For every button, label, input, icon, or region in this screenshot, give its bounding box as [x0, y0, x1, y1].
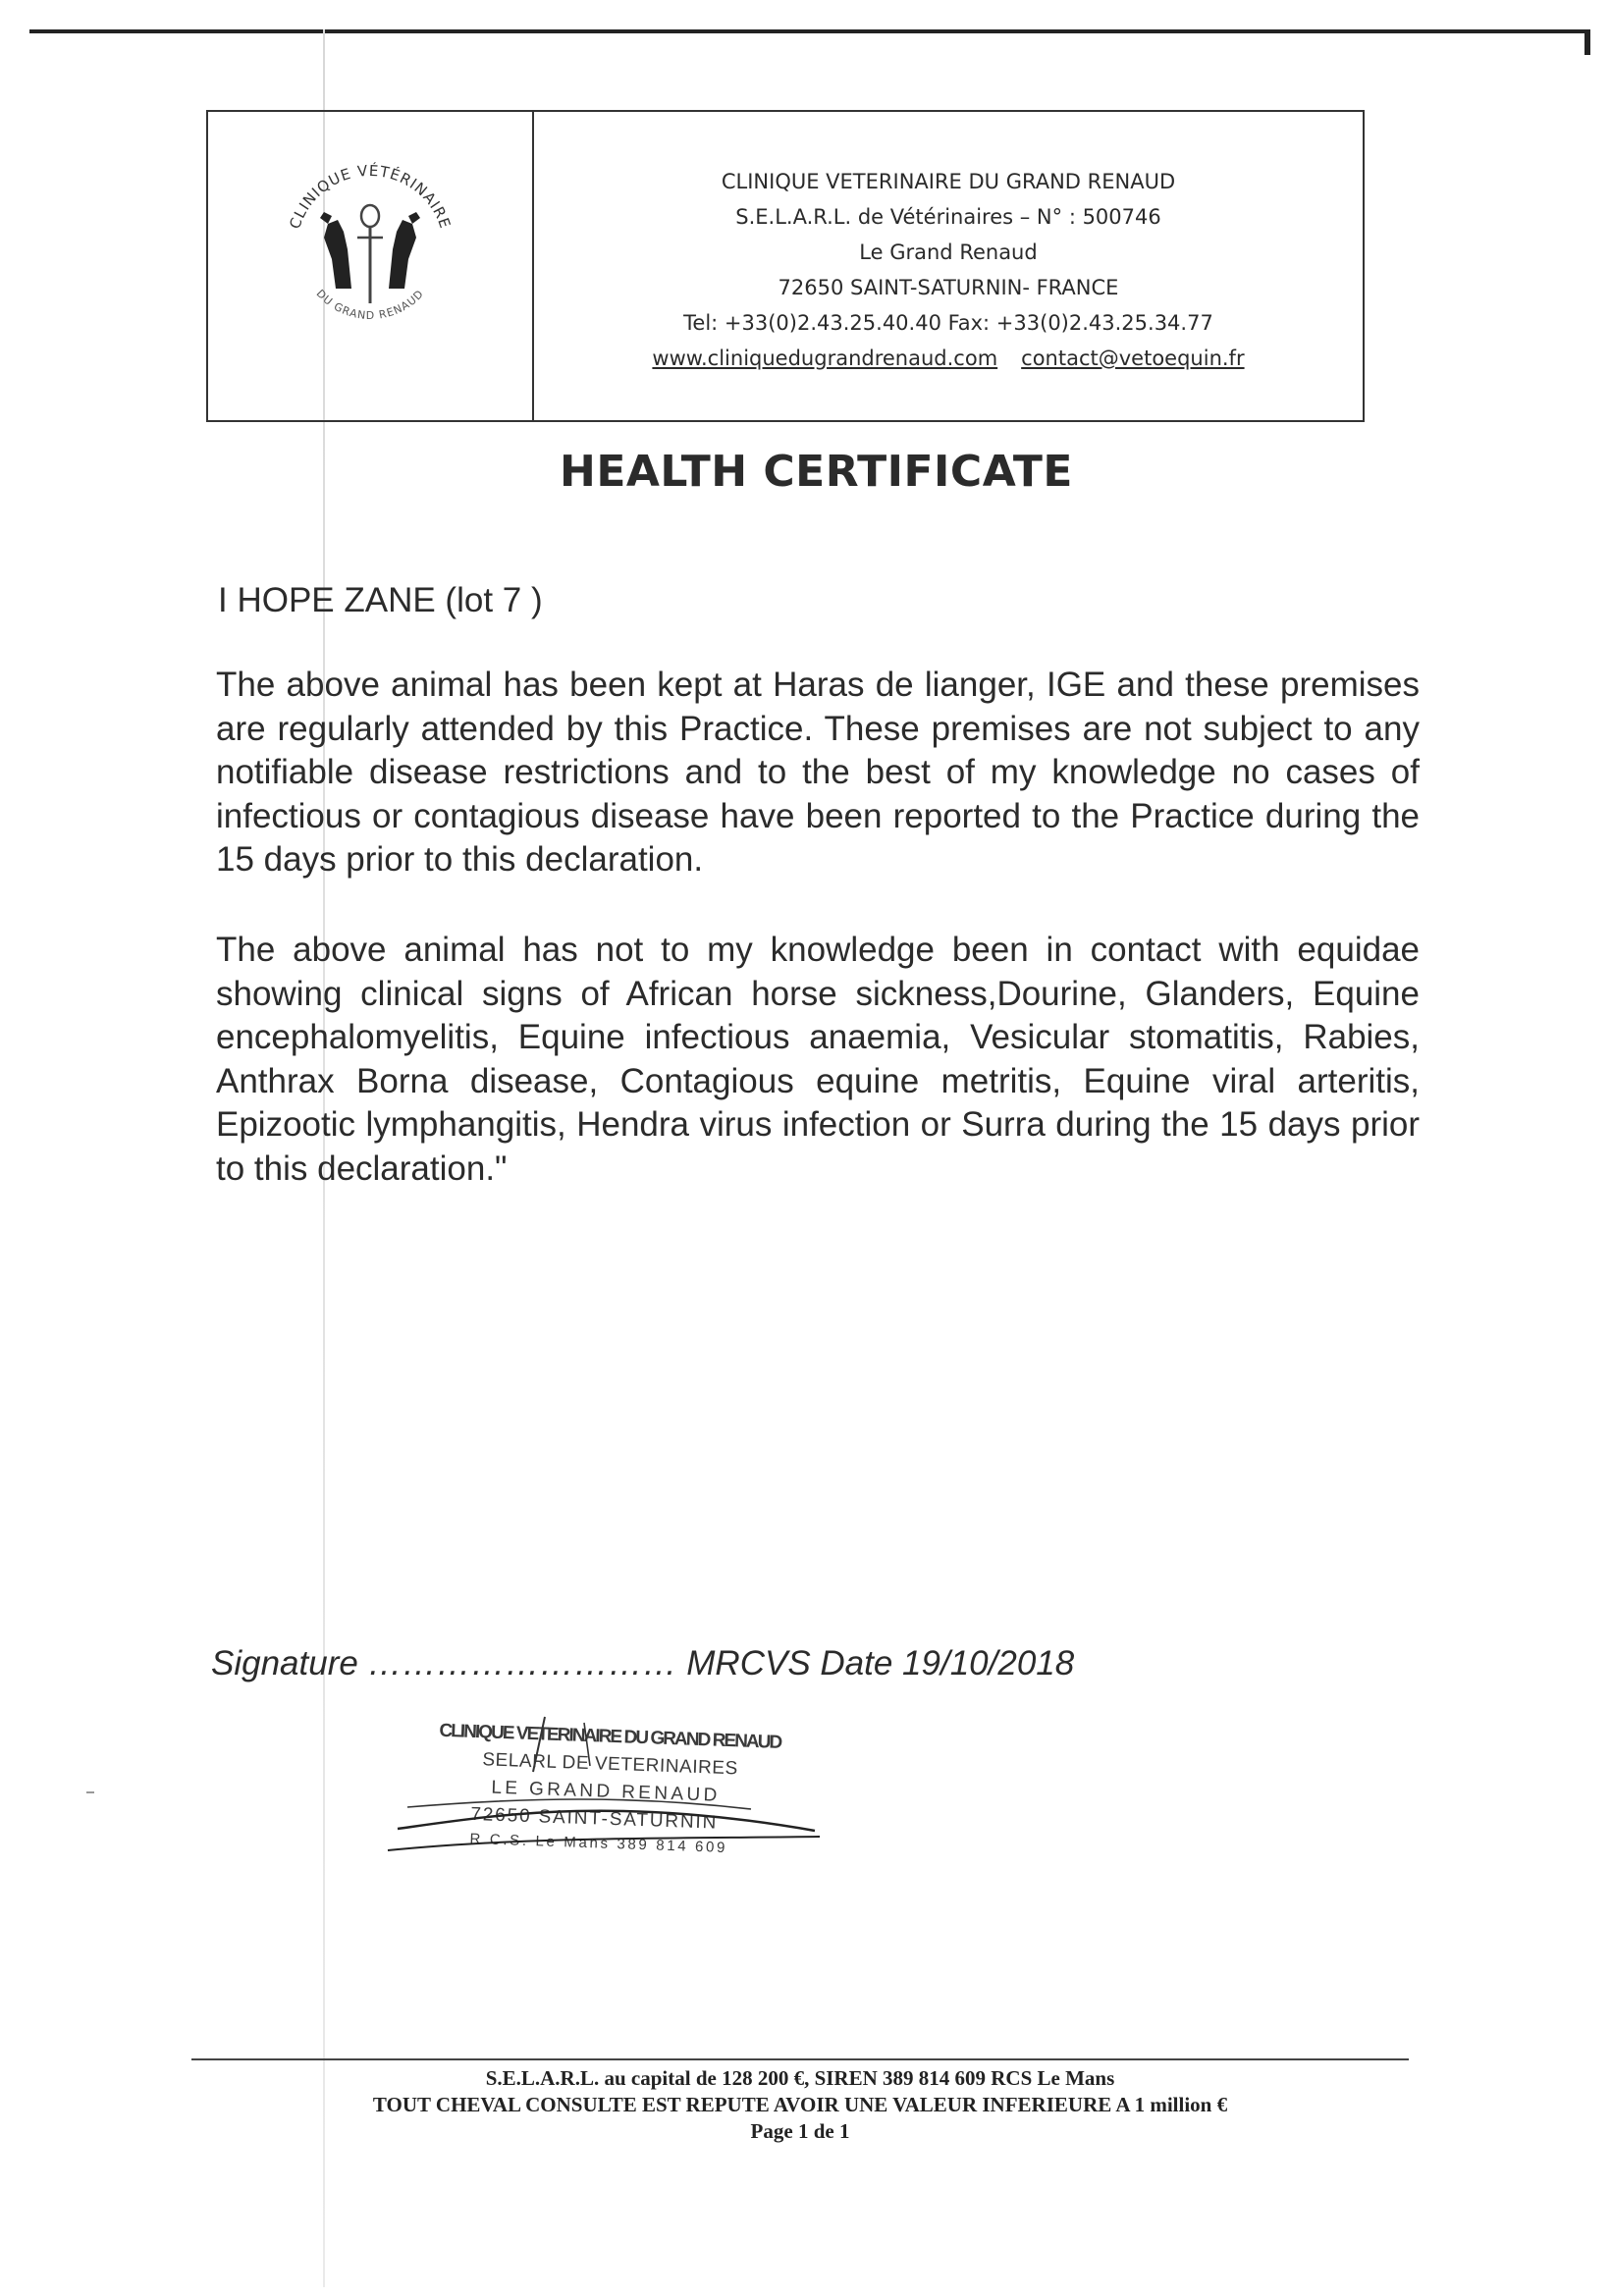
svg-text:R.C.S. Le Mans 389 814 609: R.C.S. Le Mans 389 814 609	[469, 1830, 725, 1856]
clinic-details	[534, 112, 1363, 420]
footer-disclaimer: TOUT CHEVAL CONSULTE EST REPUTE AVOIR UNE VALEUR INFERIEURE A 1 million €	[372, 2093, 1228, 2116]
clinic-legal-line: S.E.L.A.R.L. de Vétérinaires – N° : 500746	[735, 205, 1161, 229]
svg-text:CLINIQUE VÉTÉRINAIRE: CLINIQUE VÉTÉRINAIRE	[286, 161, 455, 232]
clinic-address-line-2: 72650 SAINT-SATURNIN- FRANCE	[778, 276, 1119, 299]
svg-text:DU GRAND RENAUD: DU GRAND RENAUD	[313, 287, 427, 323]
clinic-logo-icon	[267, 141, 473, 347]
clinic-phone-fax: Tel: +33(0)2.43.25.40.40 Fax: +33(0)2.43.25.34.77	[683, 311, 1213, 335]
footer-company-info: S.E.L.A.R.L. au capital de 128 200 €, SIREN 389 814 609 RCS Le Mans	[485, 2066, 1115, 2090]
document-title: HEALTH CERTIFICATE	[560, 447, 1073, 497]
website-link[interactable]: www.cliniquedugrandrenaud.com	[652, 347, 998, 370]
letterhead-box	[206, 110, 1365, 422]
signature-date-line: Signature ……………………… MRCVS Date 19/10/2018	[211, 1644, 1075, 1682]
clinic-links	[652, 341, 1244, 376]
footer-page-number: Page 1 de 1	[750, 2119, 850, 2143]
animal-identification: I HOPE ZANE (lot 7 )	[218, 581, 543, 619]
footer	[191, 2065, 1409, 2145]
scan-top-rule	[29, 29, 1590, 33]
svg-text:SELARL DE VETERINAIRES: SELARL DE VETERINAIRES	[482, 1749, 738, 1780]
clinic-name: CLINIQUE VETERINAIRE DU GRAND RENAUD	[721, 170, 1176, 193]
declaration-paragraph-diseases: The above animal has not to my knowledge been in contact with equidae showing clinical signs of African horse sickness,Dourine, Glanders, Equine encephalomyelitis, Equine infectious anaemia, Vesicular stomatitis, Rabies, Anthrax Borna disease, Contagious equine metritis, Equine viral arteritis, Epizootic lymphangitis, Hendra virus infection or Surra during the 15 days prior to this declaration."	[216, 931, 1420, 1188]
svg-text:LE GRAND RENAUD: LE GRAND RENAUD	[491, 1777, 718, 1806]
svg-text:72650 SAINT-SATURNIN: 72650 SAINT-SATURNIN	[470, 1803, 717, 1834]
clinic-address-line-1: Le Grand Renaud	[859, 240, 1038, 264]
scan-mark	[86, 1791, 94, 1793]
clinic-logo-cell	[208, 112, 534, 420]
clinic-stamp-signature	[378, 1713, 849, 1890]
svg-text:CLINIQUE VETERINAIRE DU GRAND: CLINIQUE VETERINAIRE DU GRAND RENAUD	[439, 1720, 783, 1753]
footer-divider	[191, 2058, 1409, 2060]
email-link[interactable]: contact@vetoequin.fr	[1021, 347, 1245, 370]
declaration-paragraph-premises: The above animal has been kept at Haras de lianger, IGE and these premises are regularly attended by this Practice. These premises are not subject to any notifiable disease restrictions and to the best of my knowledge no cases of infectious or contagious disease have been reported to the Practice during the 15 days prior to this declaration.	[216, 666, 1420, 879]
